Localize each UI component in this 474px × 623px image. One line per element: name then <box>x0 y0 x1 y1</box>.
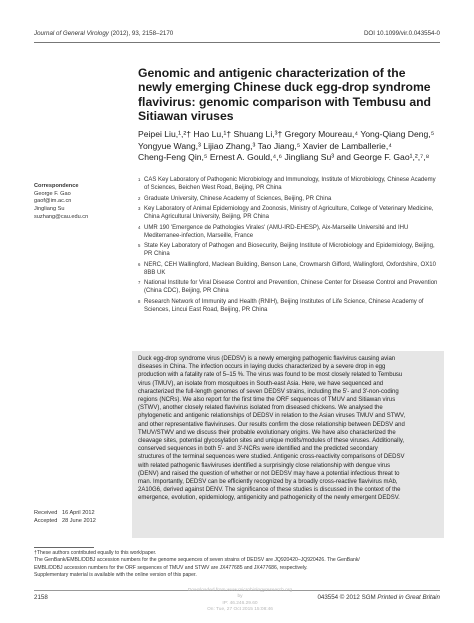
abstract-line: characterized the full-length genomes of seven DEDSV strains, including the 5′- and 3′-non-coding <box>138 388 399 395</box>
affiliation-number: 6 <box>138 261 141 267</box>
page-number: 2158 <box>34 594 48 601</box>
abstract-line: diseases in China. The infection occurs in laying ducks characterized by a severe drop in egg <box>138 364 386 371</box>
watermark-line: Downloaded from www.microbiologyresearch.org by <box>187 588 293 600</box>
correspondence-email[interactable]: gaof@im.ac.cn <box>34 198 72 205</box>
affiliation-item <box>138 206 438 221</box>
download-watermark <box>185 588 295 614</box>
author-line: Cheng-Feng Qin,⁵ Ernest A. Gould,⁴,⁶ Jingliang Su³ and George F. Gao¹,²,⁷,⁸ <box>138 152 430 163</box>
affiliation-item <box>138 280 438 295</box>
footnote-line: †These authors contributed equally to this work/paper. <box>34 550 157 556</box>
affiliation-number: 2 <box>138 195 141 201</box>
footnote-line: Supplementary material is available with the online version of this paper. <box>34 571 197 578</box>
author-line: Peipei Liu,¹,²† Hao Lu,¹† Shuang Li,³† Gregory Moureau,⁴ Yong-Qiang Deng,⁵ <box>138 129 435 139</box>
header-divider <box>34 42 440 43</box>
abstract-line: (DENV) and raised the question of whether or not DEDSV may have a potential infectious threat to <box>138 470 400 477</box>
affiliation-number: 5 <box>138 243 141 249</box>
abstract-line: production with a fatality rate of 5–15 %. The virus was found to be most closely related to Tembusu <box>138 372 403 379</box>
received-date: Received 16 April 2012 <box>34 510 95 516</box>
title-line: Sitiawan viruses <box>138 108 234 123</box>
affiliation-text: UMR 190 'Emergence de Pathologies Virales' (AMU-IRD-EHESP), Aix-Marseille Université and IHU Mediterranee-infection, Marseille, France <box>144 224 409 239</box>
running-header <box>34 30 440 42</box>
affiliation-item <box>138 262 438 277</box>
author-line: Yongyue Wang,³ Lijiao Zhang,³ Tao Jiang,⁵ Xavier de Lamballerie,⁴ <box>138 140 392 151</box>
footnotes <box>34 550 444 579</box>
affiliation-item <box>138 243 438 258</box>
affiliation-item <box>138 299 438 314</box>
affiliation-text: Research Network of Immunity and Health (RNIH), Beijing Institutes of Life Science, Chinese Academy of Sciences, Lincui East Road, Beijing, PR China <box>144 298 424 313</box>
affiliation-number: 3 <box>138 206 141 212</box>
abstract-line: virus (TMUV), an isolate from mosquitoes in South-east Asia. Here, we have sequenced and <box>138 380 384 387</box>
footnote-line: EMBL/DDBJ accession numbers for the ORF sequences of TMUV and STWV are JX477685 and JX477686, respectively. <box>34 564 308 571</box>
author-list <box>138 129 448 164</box>
accepted-date: Accepted 28 June 2012 <box>34 517 96 524</box>
affiliation-number: 4 <box>138 224 141 230</box>
abstract-line: regions (NCRs). We also report for the first time the ORF sequences of TMUV and Sitiawan virus <box>138 397 396 404</box>
title-line: newly emerging Chinese duck egg-drop syndrome <box>138 80 431 95</box>
affiliation-list <box>138 177 438 317</box>
correspondence-block <box>34 183 88 222</box>
affiliation-item <box>138 225 438 240</box>
affiliation-text: National Institute for Viral Disease Control and Prevention, Chinese Center for Disease Control and Prevention (China CDC), Beijing, PR China <box>144 280 438 294</box>
affiliation-item <box>138 177 438 192</box>
article-title <box>138 66 438 123</box>
doi: DOI 10.1099/vir.0.043554-0 <box>363 30 440 37</box>
journal-volume: (2012), 93, 2158–2170 <box>110 30 174 37</box>
abstract-line: with related pathogenic flaviviruses identified a surprisingly close relationship with dengue virus <box>138 462 391 469</box>
abstract-line: emergence, evolution, epidemiology, antigenicity and pathogenicity of the newly emergent DEDSV. <box>138 495 400 502</box>
affiliation-number: 1 <box>138 177 141 182</box>
watermark-line: On: Tue, 27 Oct 2015 15:08:46 <box>207 607 273 613</box>
correspondence-name: Jingliang Su <box>34 206 65 213</box>
abstract-line: (STWV), another closely related flavivirus isolated from diseased chickens. We analysed the <box>138 405 383 412</box>
copyright-text: 043554 © 2012 SGM <box>317 594 376 601</box>
affiliation-text: Key Laboratory of Animal Epidemiology and Zoonosis, Ministry of Agriculture, College of Veterinary Medicine, China Agricultural University, Beijing, PR China <box>144 206 434 220</box>
affiliation-text: State Key Laboratory of Pathogen and Biosecurity, Beijing Institute of Microbiology and Epidemiology, Beijing, PR China <box>144 243 435 257</box>
journal-citation <box>34 30 173 37</box>
journal-name: Journal of General Virology <box>34 30 109 37</box>
affiliation-number: 8 <box>138 298 141 304</box>
abstract-line: 2A10G6, derived against DENV. The significance of these studies is discussed in the context of the <box>138 487 401 494</box>
affiliation-text: CAS Key Laboratory of Pathogenic Microbiology and Immunology, Institute of Microbiology, Chinese Academy of Sciences, Beichen West Road, Beijing, PR China <box>144 177 436 191</box>
abstract-line: Duck egg-drop syndrome virus (DEDSV) is a newly emerging pathogenic flavivirus causing avian <box>138 356 396 362</box>
abstract-line: cleavage sites, potential glycosylation sites and unique motifs/modules of these viruses. Additionally, <box>138 438 405 445</box>
abstract-line: structures of the terminal sequences were studied. Antigenic cross-reactivity comparisons of DEDSV <box>138 454 405 461</box>
affiliation-number: 7 <box>138 280 141 286</box>
affiliation-item <box>138 196 438 204</box>
footnote-divider <box>34 547 94 548</box>
abstract-box <box>132 351 444 538</box>
correspondence-heading: Correspondence <box>34 183 79 189</box>
abstract-line: and other representative flaviviruses. Our results confirm the close relationship between DEDSV and <box>138 421 405 428</box>
footnote-line: The GenBank/EMBL/DDBJ accession numbers for the genome sequences of seven strains of DEDSV are JQ920420–JQ920426. The GenBank/ <box>34 557 360 564</box>
title-line: Genomic and antigenic characterization of the <box>138 66 406 80</box>
abstract-line: conserved sequences in both 5′- and 3′-NCRs were identified and the predicted secondary <box>138 446 378 453</box>
affiliation-text: NERC, CEH Wallingford, Maclean Building, Benson Lane, Crowmarsh Gifford, Wallingford, Oxfordshire, OX10 8BB UK <box>144 261 436 276</box>
title-line: flavivirus: genomic comparison with Tembusu and <box>138 94 431 109</box>
footer-copyright <box>317 594 440 601</box>
abstract-line: phylogenetic and antigenic relationships of DEDSV in relation to the Asian viruses TMUV and STWV, <box>138 413 406 420</box>
abstract-line: man. Importantly, DEDSV can be efficiently recognized by a broadly cross-reactive flavivirus mAb, <box>138 479 398 486</box>
abstract-line: TMUV/STWV and we discuss their probable evolutionary origins. We have also characterized the <box>138 429 396 436</box>
watermark-line: IP: 46.246.29.60 <box>222 600 258 606</box>
correspondence-name: George F. Gao <box>34 190 71 197</box>
printed-in: Printed in Great Britain <box>377 594 440 601</box>
affiliation-text: Graduate University, Chinese Academy of Sciences, Beijing, PR China <box>144 195 332 202</box>
correspondence-email[interactable]: suzhang@cau.edu.cn <box>34 213 89 220</box>
received-accepted-dates <box>34 510 96 525</box>
